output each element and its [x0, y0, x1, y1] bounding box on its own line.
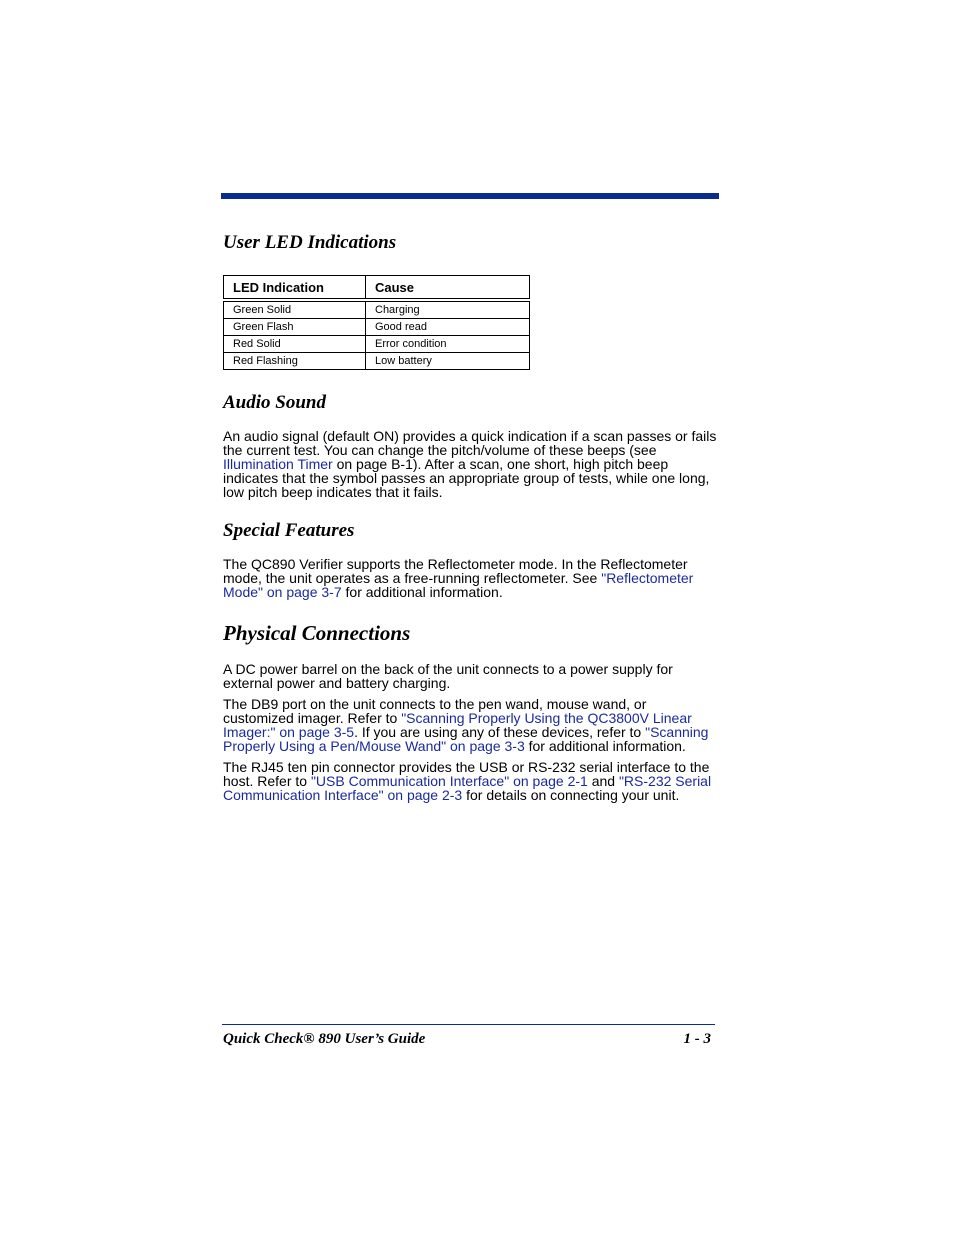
- text-run: The QC890 Verifier supports the Reflectometer mode. In the Reflectometer mode, the unit operates as a free-running reflectometer. See: [223, 556, 688, 586]
- physical-paragraph-3: [223, 760, 718, 802]
- table-row: [224, 300, 530, 319]
- header-rule: [221, 193, 719, 199]
- footer-rule: [222, 1024, 715, 1025]
- table-header-cell: Cause: [366, 276, 530, 301]
- text-run: . If you are using any of these devices, refer to: [354, 724, 646, 740]
- page-number: 1 - 3: [683, 1031, 711, 1047]
- special-paragraph: [223, 557, 718, 599]
- text-run: for details on connecting your unit.: [462, 787, 680, 803]
- table-cell: Green Solid: [224, 300, 366, 319]
- table-cell: Red Solid: [224, 336, 366, 353]
- page-content: [223, 230, 718, 802]
- led-table: [223, 275, 530, 370]
- table-cell: Red Flashing: [224, 353, 366, 370]
- table-cell: Charging: [366, 300, 530, 319]
- section-heading-physical: Physical Connections: [223, 621, 411, 645]
- text-run: on page B-1). After a scan, one short, high pitch beep indicates that the symbol passes an appropriate group of tests, while one long, low pitch beep indicates that it fails.: [223, 456, 710, 500]
- section-heading-special: Special Features: [223, 520, 355, 541]
- footer-title: Quick Check® 890 User’s Guide: [223, 1031, 426, 1047]
- link-rs232-interface[interactable]: "RS-232 Serial Communication Interface" on page 2-3: [223, 773, 712, 803]
- text-run: for additional information.: [341, 584, 503, 600]
- physical-paragraph-2: [223, 697, 718, 753]
- table-row: [224, 319, 530, 336]
- text-run: for additional information.: [524, 738, 686, 754]
- text-run: The RJ45 ten pin connector provides the USB or RS-232 serial interface to the host. Refer to: [223, 759, 710, 789]
- table-cell: Good read: [366, 319, 530, 336]
- section-heading-led: User LED Indications: [223, 232, 397, 253]
- text-run: An audio signal (default ON) provides a quick indication if a scan passes or fails the current test. You can change the pitch/volume of these beeps (see: [223, 428, 717, 458]
- link-scanning-pen-mouse[interactable]: "Scanning Properly Using a Pen/Mouse Wand" on page 3-3: [223, 724, 709, 754]
- text-run: and: [587, 773, 619, 789]
- table-header-row: [224, 276, 530, 301]
- table-row: [224, 353, 530, 370]
- table-cell: Green Flash: [224, 319, 366, 336]
- link-illumination-timer[interactable]: Illumination Timer: [223, 456, 333, 472]
- table-header-cell: LED Indication: [224, 276, 366, 301]
- section-heading-audio: Audio Sound: [223, 392, 326, 413]
- link-scanning-qc3800v[interactable]: "Scanning Properly Using the QC3800V Linear Imager:" on page 3-5: [223, 710, 692, 740]
- physical-paragraph-1: A DC power barrel on the back of the unit connects to a power supply for external power and battery charging.: [223, 661, 673, 691]
- table-cell: Error condition: [366, 336, 530, 353]
- text-run: The DB9 port on the unit connects to the pen wand, mouse wand, or customized imager. Refer to: [223, 696, 647, 726]
- audio-paragraph: [223, 429, 718, 499]
- link-reflectometer-mode[interactable]: "Reflectometer Mode" on page 3-7: [223, 570, 694, 600]
- link-usb-interface[interactable]: "USB Communication Interface" on page 2-1: [310, 773, 588, 789]
- table-cell: Low battery: [366, 353, 530, 370]
- table-row: [224, 336, 530, 353]
